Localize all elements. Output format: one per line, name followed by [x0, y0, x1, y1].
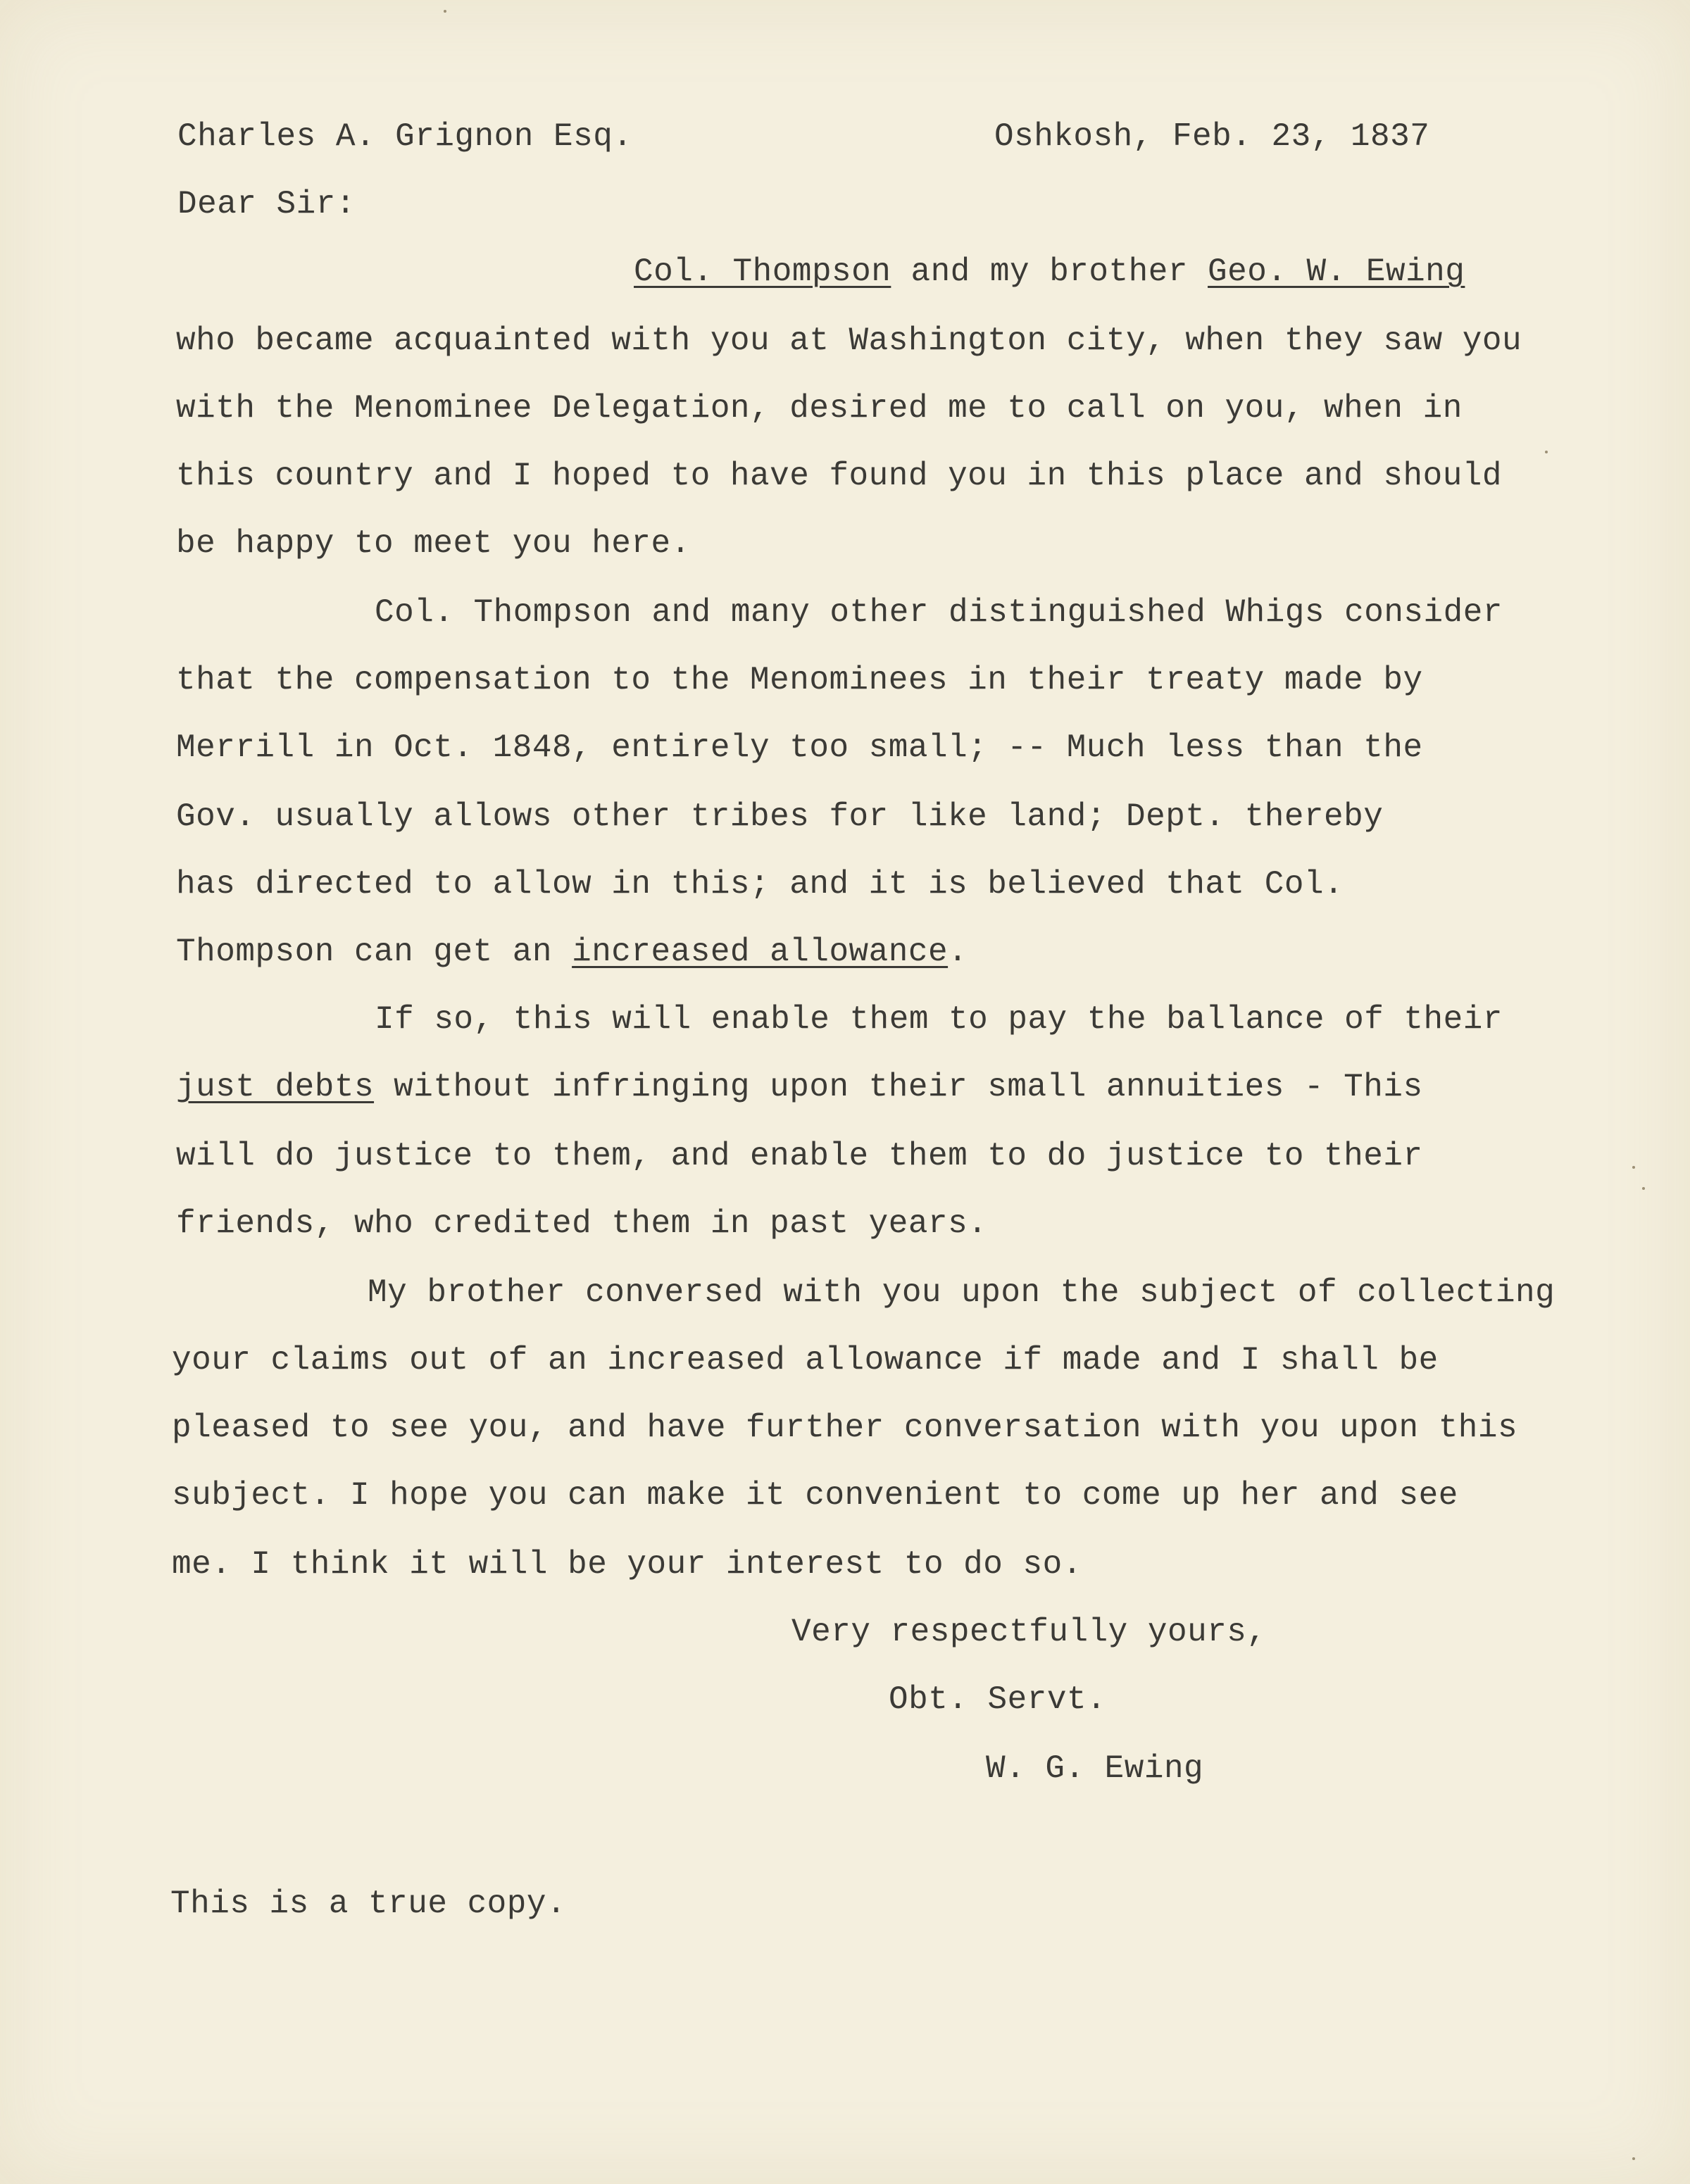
- paragraph-1-line-1-middle: and my brother: [891, 253, 1208, 290]
- paragraph-4-line-1: My brother conversed with you upon the subject of collecting: [368, 1274, 1556, 1311]
- paragraph-1-line-3: with the Menominee Delegation, desired me to call on you, when in: [176, 390, 1463, 427]
- closing-line-1: Very respectfully yours,: [791, 1614, 1267, 1650]
- underlined-name-ewing: Geo. W. Ewing: [1208, 253, 1465, 290]
- paper-speck: [1632, 1166, 1635, 1169]
- paragraph-2-line-6: [176, 932, 968, 972]
- signature: W. G. Ewing: [986, 1750, 1204, 1787]
- closing-line-2: Obt. Servt.: [889, 1681, 1107, 1718]
- paragraph-3-line-2: [176, 1067, 1423, 1107]
- underlined-name-thompson: Col. Thompson: [634, 253, 891, 290]
- paper-speck: [1545, 451, 1548, 453]
- paragraph-1-line-5: be happy to meet you here.: [176, 525, 691, 562]
- paragraph-2-line-1: Col. Thompson and many other distinguished Whigs consider: [375, 594, 1503, 631]
- paragraph-2-line-4: Gov. usually allows other tribes for like land; Dept. thereby: [176, 798, 1384, 835]
- paper-speck: [1632, 2157, 1635, 2160]
- paragraph-3-line-3: will do justice to them, and enable them to do justice to their: [176, 1138, 1423, 1174]
- paragraph-4-line-5: me. I think it will be your interest to do so.: [172, 1546, 1082, 1583]
- underlined-increased-allowance: increased allowance: [572, 934, 949, 970]
- paragraph-3-line-4: friends, who credited them in past years.: [176, 1205, 988, 1242]
- true-copy-note: This is a true copy.: [170, 1885, 567, 1922]
- underlined-just-debts: just debts: [176, 1069, 375, 1105]
- paragraph-2-line-6-end: .: [948, 934, 968, 970]
- paragraph-2-line-2: that the compensation to the Menominees in their treaty made by: [176, 662, 1423, 698]
- paper-speck: [1642, 1187, 1645, 1190]
- paragraph-2-line-5: has directed to allow in this; and it is believed that Col.: [176, 866, 1344, 903]
- paper-speck: [444, 10, 446, 13]
- paragraph-1-line-2: who became acquainted with you at Washington city, when they saw you: [176, 322, 1522, 359]
- paragraph-4-line-4: subject. I hope you can make it convenient to come up her and see: [172, 1477, 1458, 1514]
- paragraph-3-line-2-rest: without infringing upon their small annuities - This: [374, 1069, 1423, 1105]
- paragraph-1-line-4: this country and I hoped to have found you in this place and should: [176, 458, 1503, 494]
- place-date-line: Oshkosh, Feb. 23, 1837: [994, 118, 1430, 155]
- paragraph-3-line-1: If so, this will enable them to pay the ballance of their: [375, 1001, 1503, 1038]
- salutation: Dear Sir:: [177, 186, 356, 222]
- paragraph-1-line-1: [634, 252, 1465, 291]
- recipient-line: Charles A. Grignon Esq.: [177, 118, 633, 155]
- paragraph-2-line-6-start: Thompson can get an: [176, 934, 572, 970]
- paragraph-2-line-3: Merrill in Oct. 1848, entirely too small; -- Much less than the: [176, 729, 1423, 766]
- paragraph-4-line-3: pleased to see you, and have further conversation with you upon this: [172, 1410, 1518, 1446]
- paragraph-4-line-2: your claims out of an increased allowance if made and I shall be: [172, 1342, 1439, 1379]
